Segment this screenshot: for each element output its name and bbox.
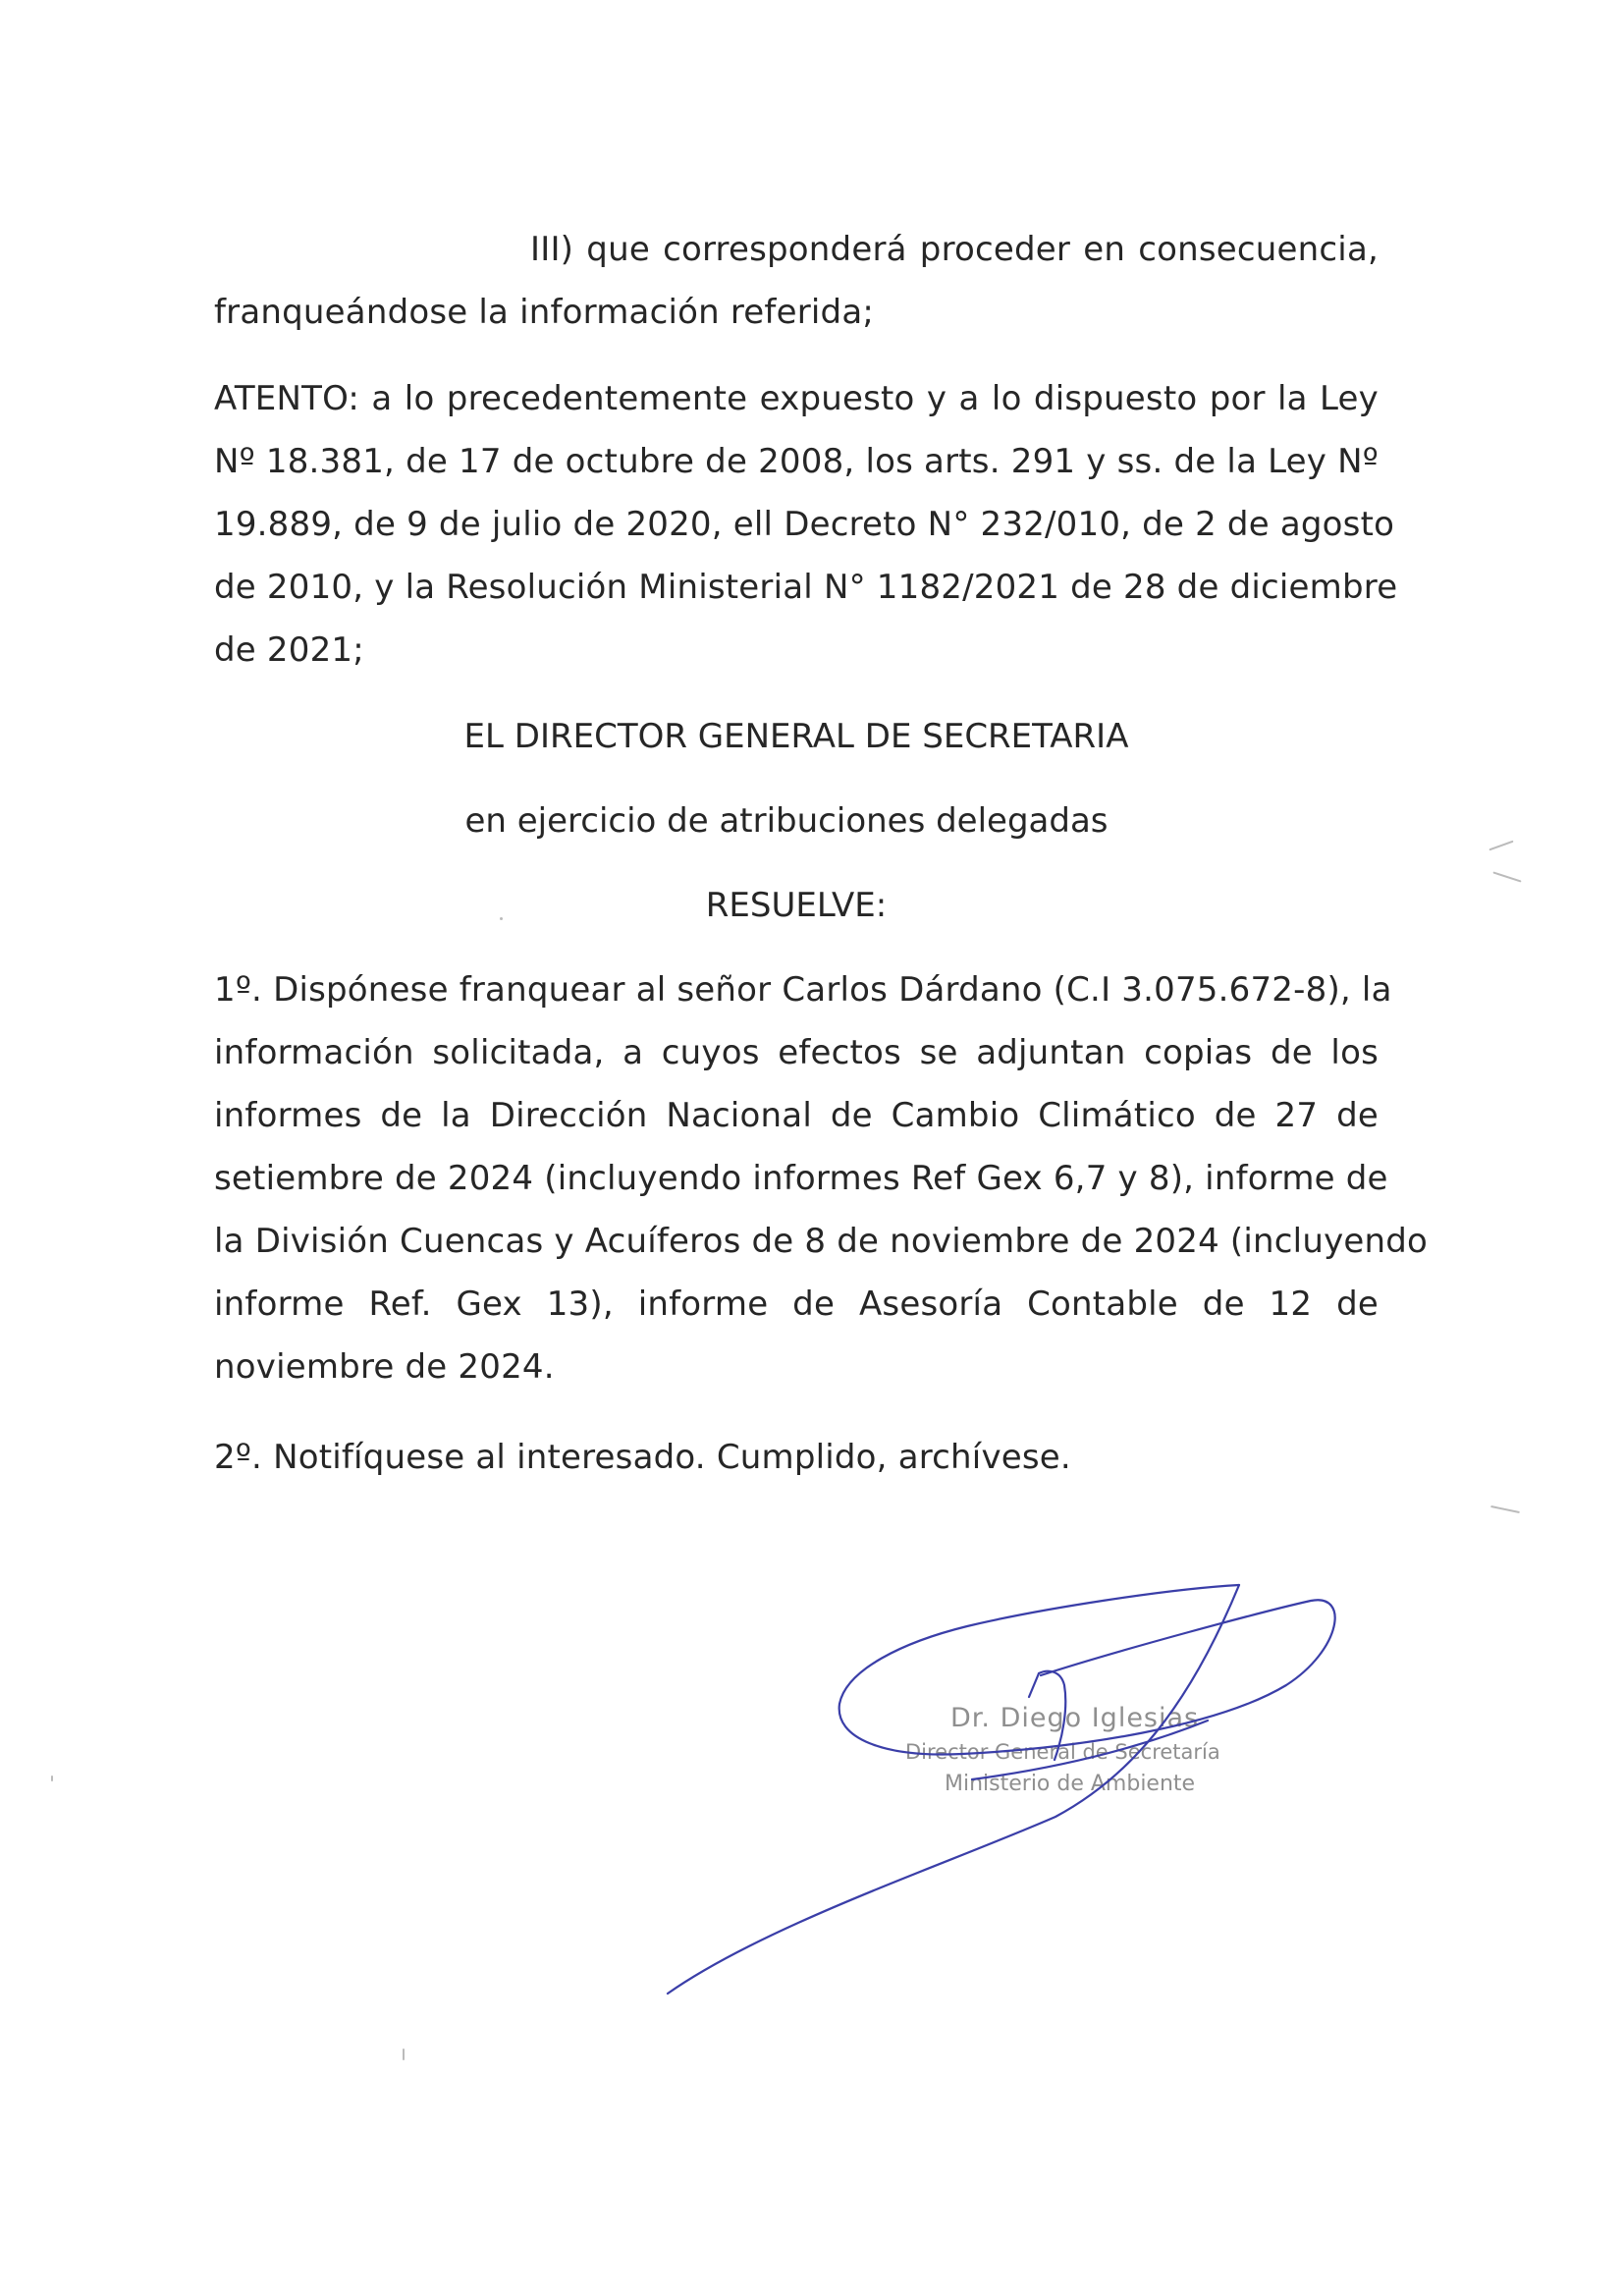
stamp-name: Dr. Diego Iglesias: [950, 1703, 1200, 1733]
scan-artifact: [1490, 1505, 1520, 1513]
director-subtitle: en ejercicio de atribuciones delegadas: [464, 801, 1109, 841]
paragraph-line: de 2021;: [214, 630, 364, 670]
scan-artifact: [1492, 871, 1521, 882]
paragraph-line: III) que corresponderá proceder en consecuencia,: [530, 230, 1379, 269]
scan-artifact: [51, 1776, 53, 1781]
resolution-item-1: [214, 958, 1429, 1398]
paragraph-line: informes de la Dirección Nacional de Cambio Climático de 27 de: [214, 1096, 1379, 1135]
paragraph-line: la División Cuencas y Acuíferos de 8 de noviembre de 2024 (incluyendo: [214, 1222, 1429, 1261]
scan-artifact: [500, 917, 503, 920]
paragraph-line: Nº 18.381, de 17 de octubre de 2008, los arts. 291 y ss. de la Ley Nº: [214, 442, 1379, 481]
stamp-role: Director General de Secretaría: [905, 1740, 1220, 1764]
scan-artifact: [403, 2049, 405, 2060]
resolution-item-2: [214, 1426, 1379, 1489]
paragraph-line: informe Ref. Gex 13), informe de Asesoría Contable de 12 de: [214, 1285, 1379, 1324]
paragraph-line: ATENTO: a lo precedentemente expuesto y a lo dispuesto por la Ley: [214, 379, 1379, 418]
paragraph-line: 1º. Dispónese franquear al señor Carlos Dárdano (C.I 3.075.672-8), la: [214, 970, 1392, 1010]
paragraph-line: 2º. Notifíquese al interesado. Cumplido, archívese.: [214, 1438, 1071, 1477]
paragraph-line: franqueándose la información referida;: [214, 293, 875, 332]
paragraph-line: información solicitada, a cuyos efectos se adjuntan copias de los: [214, 1033, 1379, 1072]
paragraph-atento: [214, 367, 1398, 682]
paragraph-line: 19.889, de 9 de julio de 2020, ell Decreto N° 232/010, de 2 de agosto: [214, 505, 1395, 544]
stamp-ministry: Ministerio de Ambiente: [945, 1772, 1196, 1796]
scan-artifact: [1488, 841, 1513, 851]
director-title: EL DIRECTOR GENERAL DE SECRETARIA: [463, 717, 1129, 756]
paragraph-line: setiembre de 2024 (incluyendo informes Ref Gex 6,7 y 8), informe de: [214, 1159, 1388, 1198]
paragraph-line: noviembre de 2024.: [214, 1347, 555, 1387]
paragraph-considerando: [214, 218, 1379, 344]
resuelve-heading: RESUELVE:: [705, 886, 888, 925]
paragraph-line: de 2010, y la Resolución Ministerial N° 1182/2021 de 28 de diciembre: [214, 568, 1398, 607]
